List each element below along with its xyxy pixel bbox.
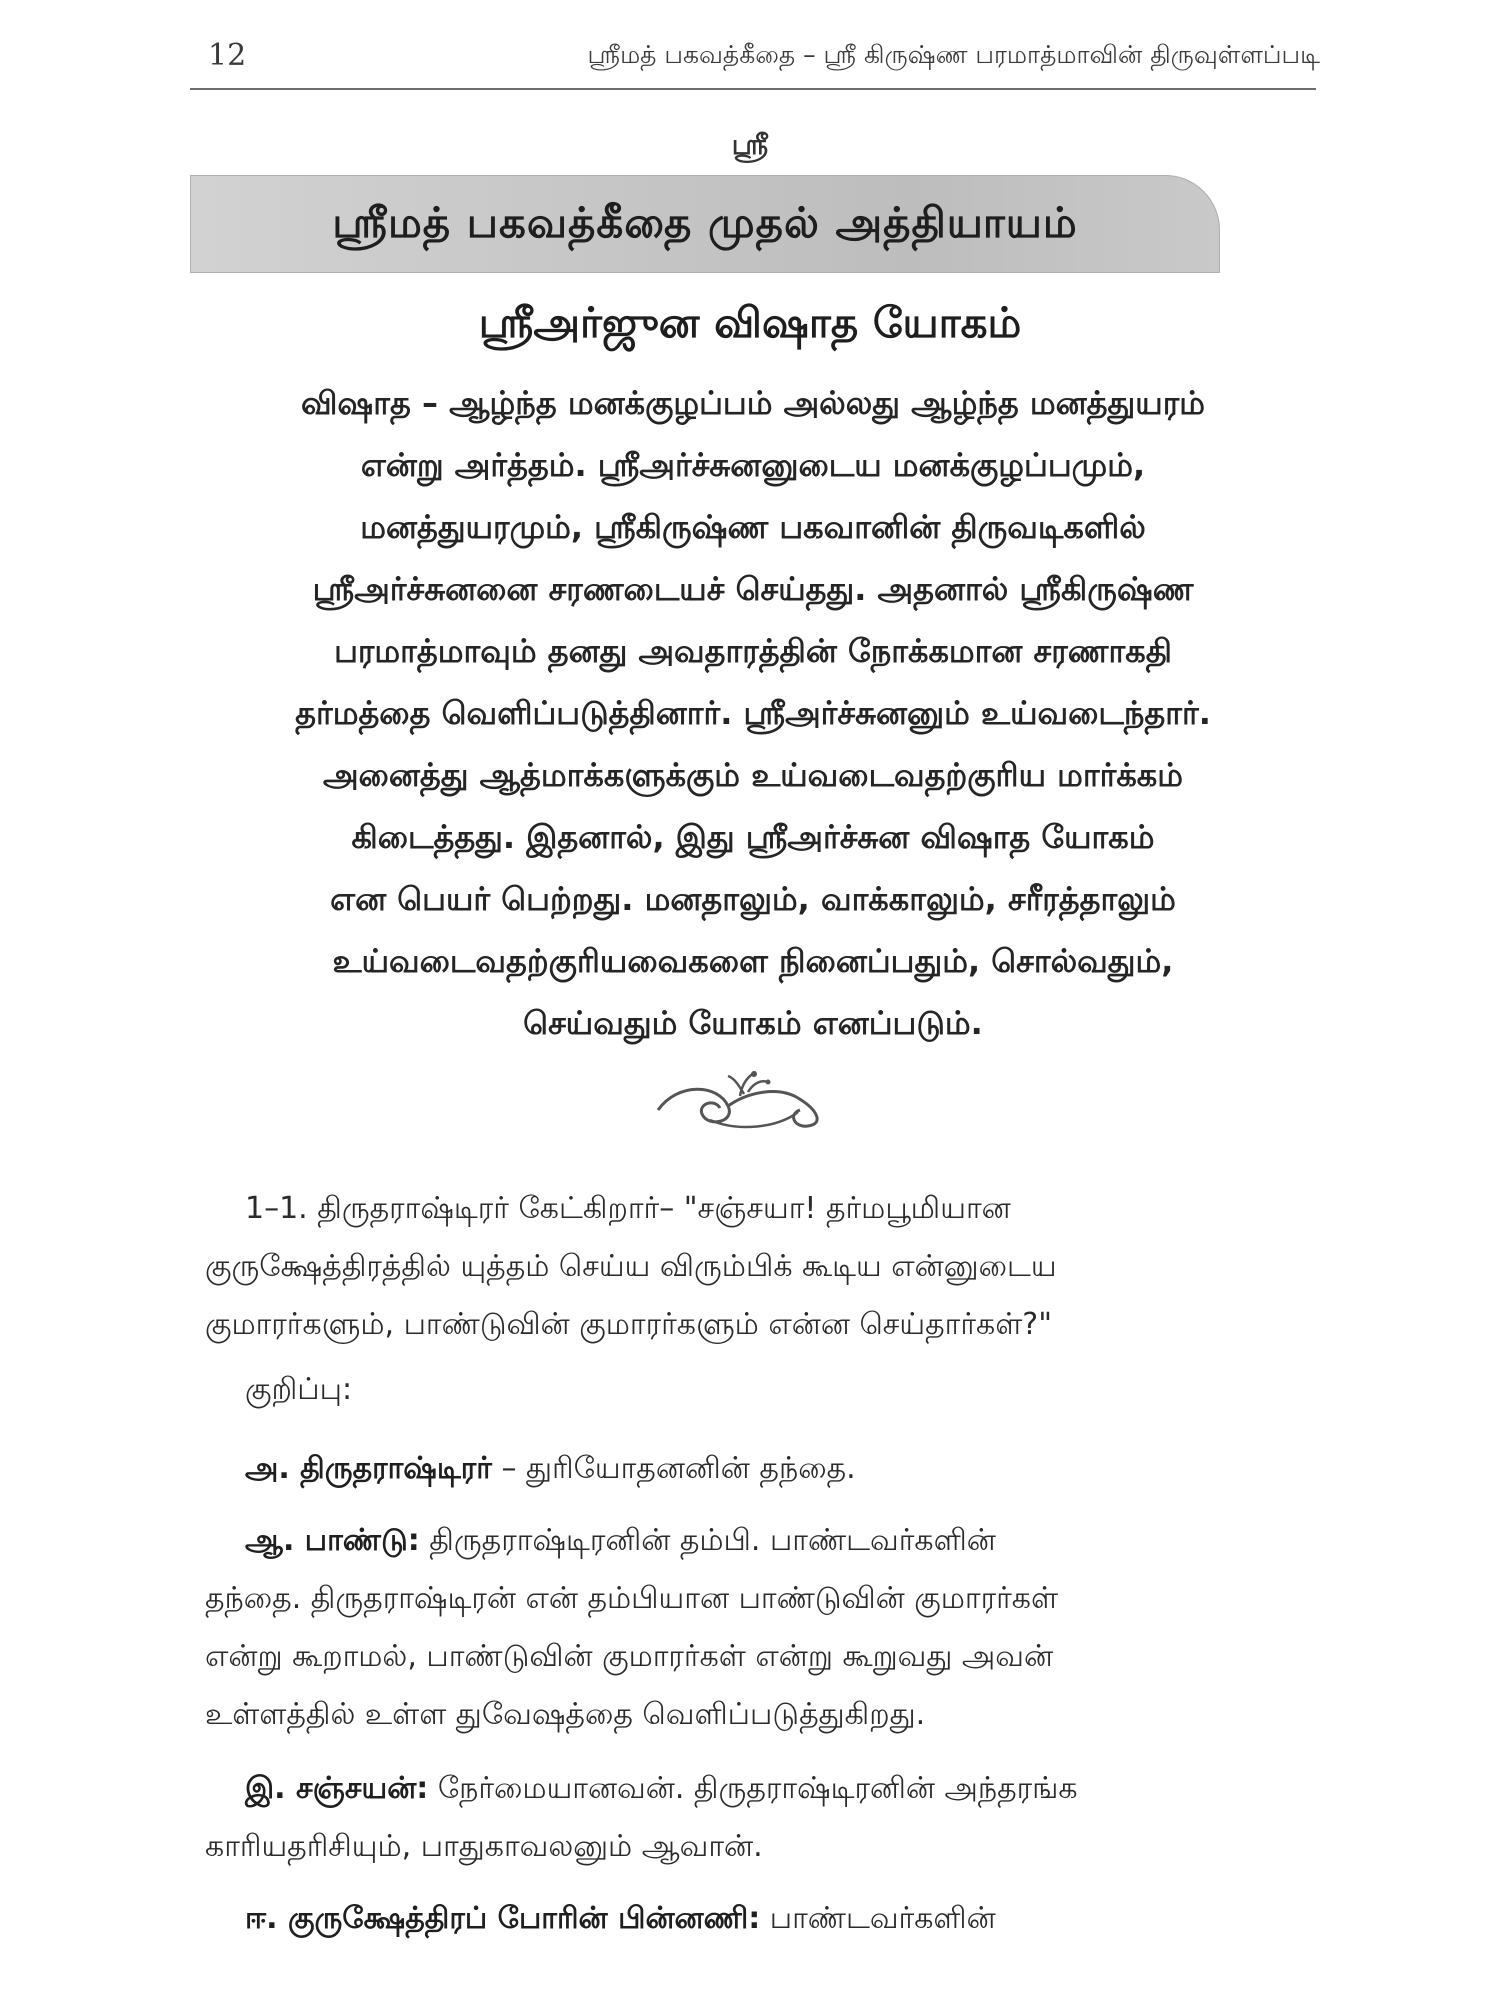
note-aa-term: ஆ. பாண்டு: [245, 1523, 420, 1558]
note-aa-line: தந்தை. திருதராஷ்டிரன் என் தம்பியான பாண்டுவின் குமாரர்கள் [205, 1581, 1059, 1616]
intro-line: பரமாத்மாவும் தனது அவதாரத்தின் நோக்கமான சரணாகதி [334, 632, 1172, 670]
intro-line: கிடைத்தது. இதனால், இது ஸ்ரீஅர்ச்சுன விஷாத யோகம் [351, 818, 1155, 856]
intro-line: என பெயர் பெற்றது. மனதாலும், வாக்காலும், சரீரத்தாலும் [330, 880, 1176, 918]
intro-line: என்று அர்த்தம். ஸ்ரீஅர்ச்சுனனுடைய மனக்குழப்பமும், [360, 446, 1146, 484]
intro-line: ஸ்ரீஅர்ச்சுனனை சரணடையச் செய்தது. அதனால் ஸ்ரீகிருஷ்ண [312, 570, 1194, 608]
intro-line: தர்மத்தை வெளிப்படுத்தினார். ஸ்ரீஅர்ச்சுனனும் உய்வடைந்தார். [295, 694, 1211, 732]
page-number: 12 [208, 38, 247, 73]
note-a-text: – துரியோதனனின் தந்தை. [491, 1451, 856, 1486]
note-i-term: இ. சஞ்சயன்: [245, 1771, 429, 1806]
invocation: ஸ்ரீ [731, 128, 769, 161]
yoga-title: ஸ்ரீஅர்ஜுன விஷாத யோகம் [478, 298, 1022, 347]
notes-label: குறிப்பு: [245, 1372, 353, 1407]
intro-line: மனத்துயரமும், ஸ்ரீகிருஷ்ண பகவானின் திருவடிகளில் [360, 508, 1146, 546]
verse-line: 1–1. திருதராஷ்டிரர் கேட்கிறார்– "சஞ்சயா! தர்மபூமியான [245, 1191, 1011, 1226]
note-ii-term: ஈ. குருக்ஷேத்திரப் போரின் பின்னணி: [245, 1901, 761, 1936]
note-aa [205, 1512, 1315, 1744]
note-a-term: அ. திருதராஷ்டிரர் [245, 1451, 492, 1486]
flourish-ornament-icon [648, 1062, 838, 1142]
note-aa-line: என்று கூறாமல், பாண்டுவின் குமாரர்கள் என்று கூறுவது அவன் [205, 1639, 1054, 1674]
verse-line: குமாரர்களும், பாண்டுவின் குமாரர்களும் என்ன செய்தார்கள்?" [205, 1307, 1053, 1342]
intro-line: அனைத்து ஆத்மாக்களுக்கும் உய்வடைவதற்குரிய மார்க்கம் [322, 756, 1184, 794]
verse-1-1 [205, 1180, 1315, 1354]
note-aa-text: திருதராஷ்டிரனின் தம்பி. பாண்டவர்களின் [419, 1523, 996, 1558]
running-title: ஸ்ரீமத் பகவத்கீதை – ஸ்ரீ கிருஷ்ண பரமாத்மாவின் திருவுள்ளப்படி [587, 40, 1320, 69]
note-ii [205, 1890, 1315, 1948]
intro-line: உய்வடைவதற்குரியவைகளை நினைப்பதும், சொல்வதும், [332, 942, 1174, 980]
verse-line: குருக்ஷேத்திரத்தில் யுத்தம் செய்ய விரும்பிக் கூடிய என்னுடைய [205, 1249, 1057, 1284]
note-i [205, 1760, 1315, 1876]
note-i-line: காரியதரிசியும், பாதுகாவலனும் ஆவான். [205, 1829, 763, 1864]
note-a [205, 1440, 1315, 1498]
note-ii-text: பாண்டவர்களின் [760, 1901, 996, 1936]
header-rule [190, 88, 1316, 90]
intro-paragraph [190, 372, 1316, 1054]
note-i-text: நேர்மையானவன். திருதராஷ்டிரனின் அந்தரங்க [428, 1771, 1078, 1806]
note-aa-line: உள்ளத்தில் உள்ள துவேஷத்தை வெளிப்படுத்துகிறது. [205, 1697, 926, 1732]
intro-line: விஷாத – ஆழ்ந்த மனக்குழப்பம் அல்லது ஆழ்ந்த மனத்துயரம் [301, 384, 1205, 422]
chapter-title: ஸ்ரீமத் பகவத்கீதை முதல் அத்தியாயம் [332, 198, 1078, 247]
intro-line: செய்வதும் யோகம் எனப்படும். [523, 1004, 983, 1042]
